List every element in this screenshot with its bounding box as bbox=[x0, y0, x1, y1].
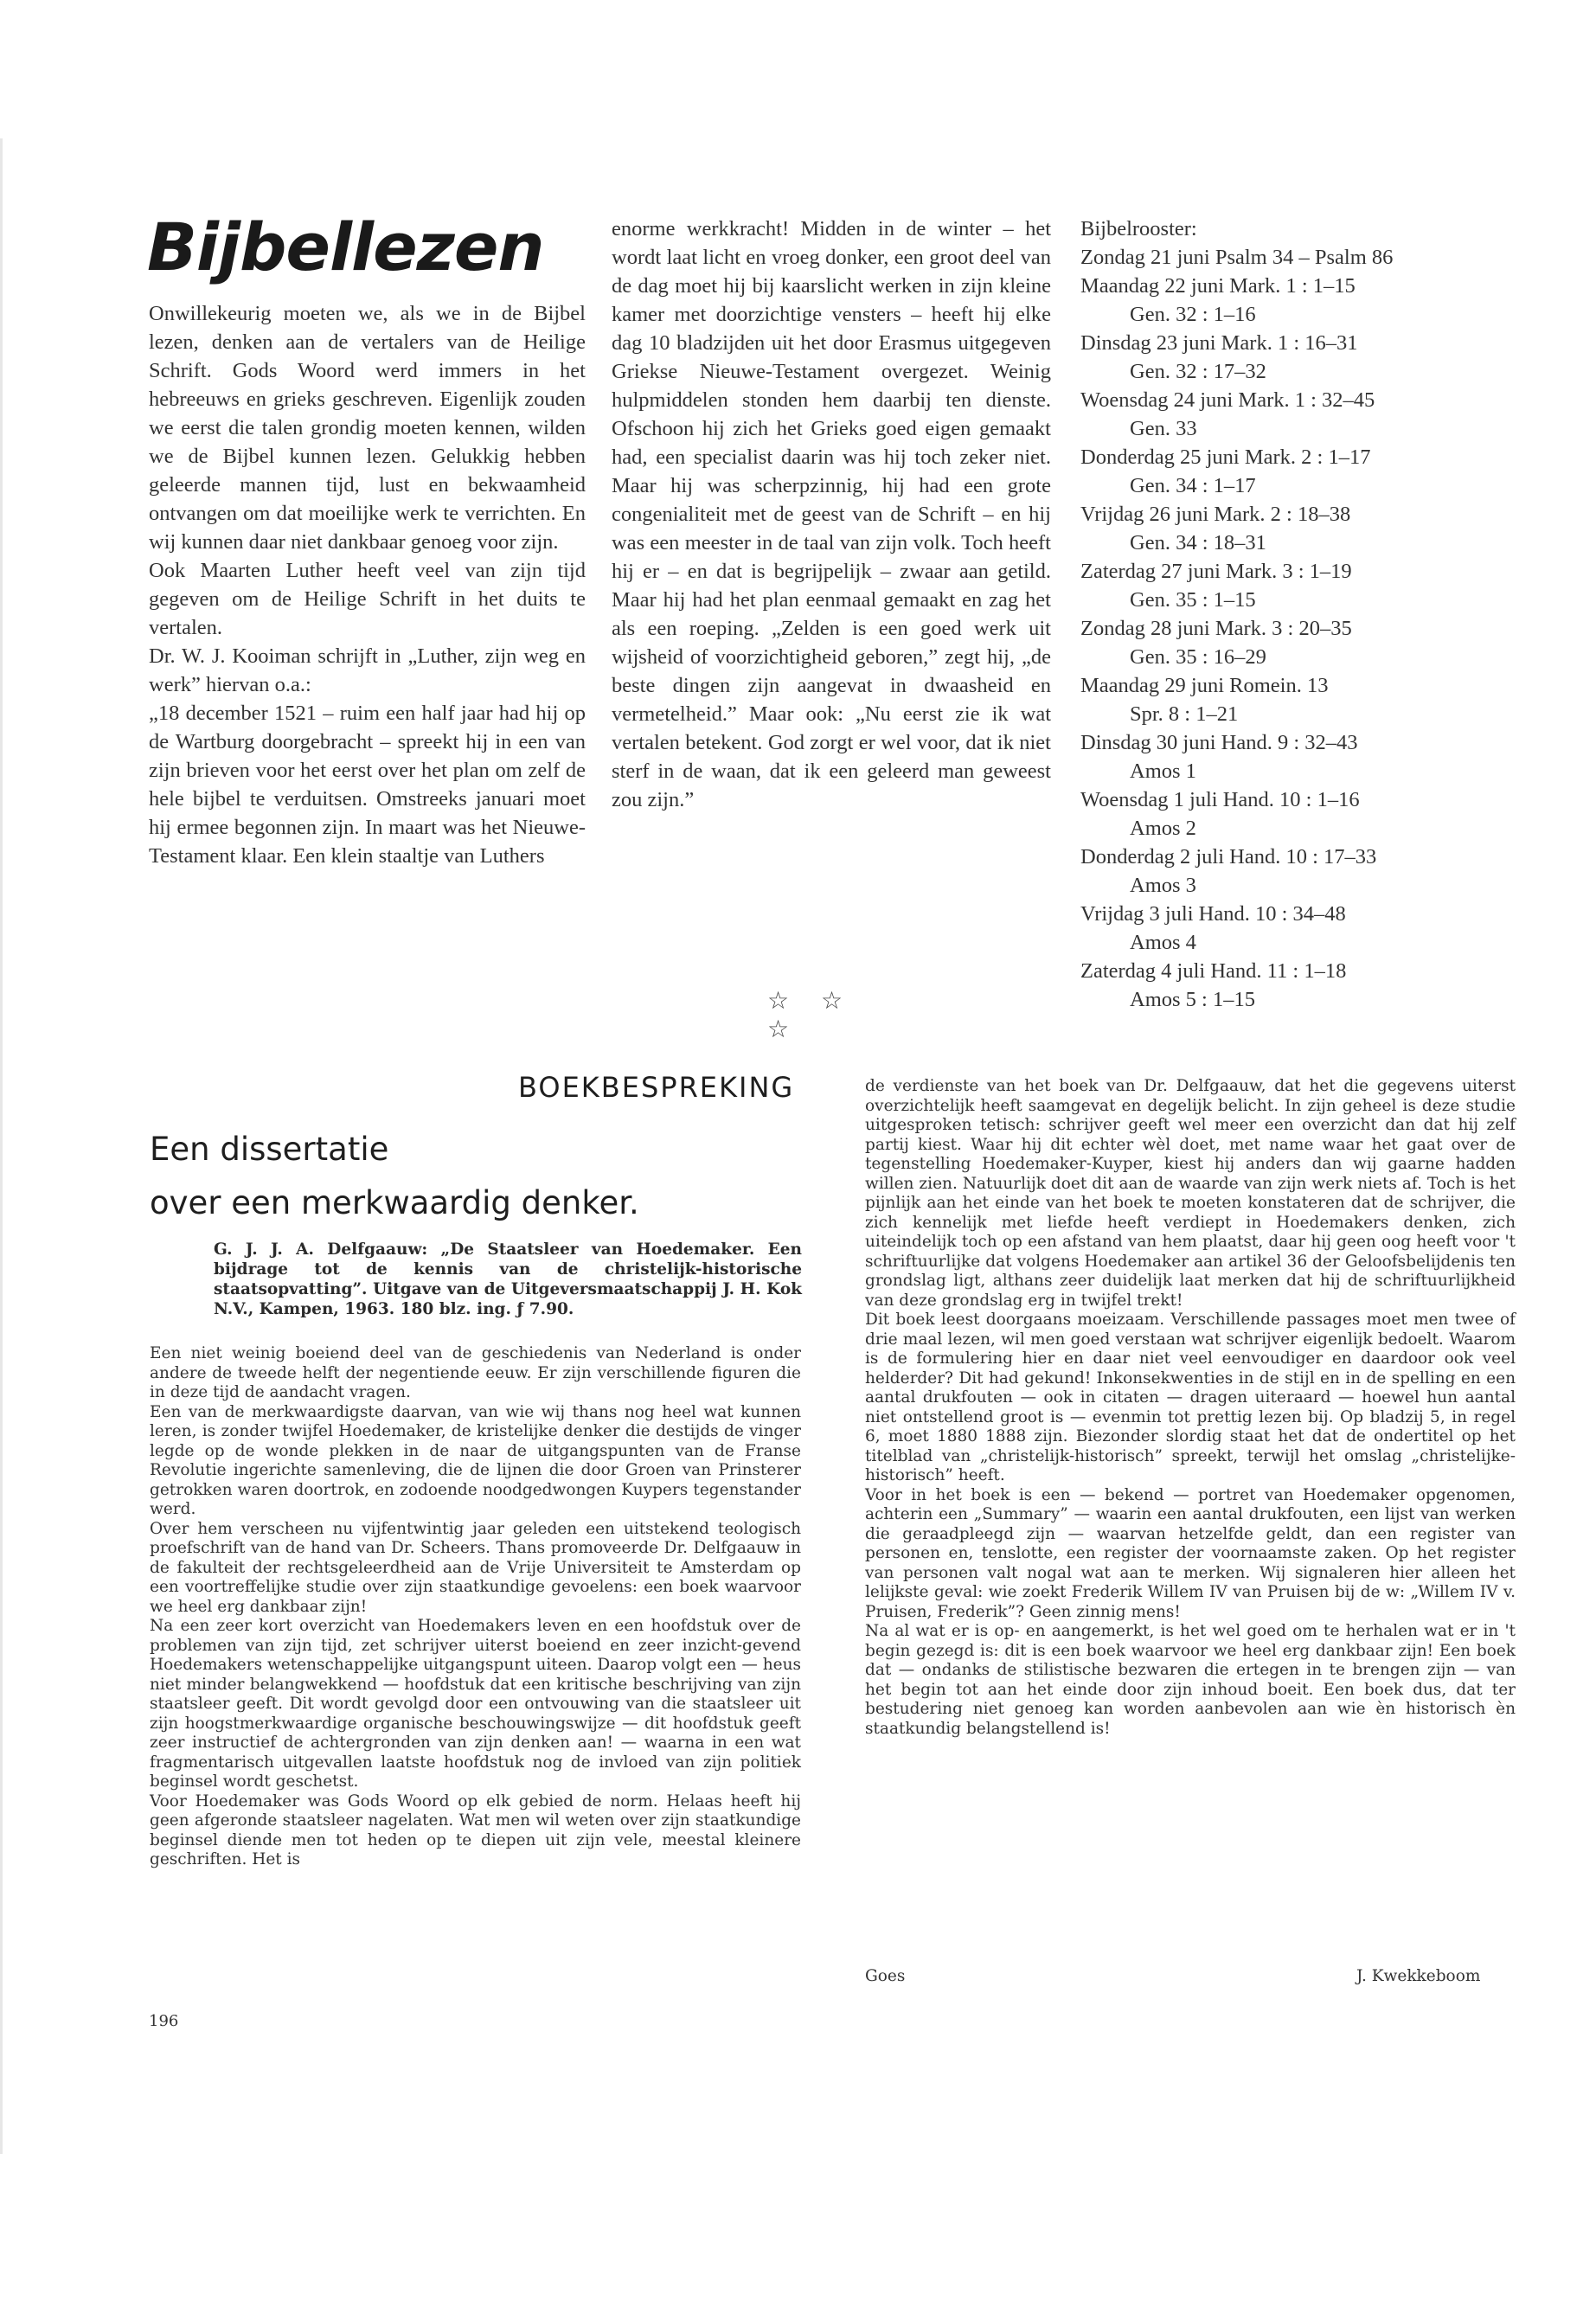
page-edge-shadow bbox=[0, 138, 3, 2154]
schedule-line: Donderdag 2 juli Hand. 10 : 17–33 bbox=[1080, 845, 1377, 868]
schedule-heading: Bijbelrooster: bbox=[1080, 217, 1197, 240]
article-paragraph: enorme werkkracht! Midden in de winter – het wordt laat licht en vroeg donker, een groot deel van de dag moet hij bij kaarslicht werken in zijn kleine kamer met doorzichtige vensters – heeft hij elke dag 10 bladzijden uit het door Erasmus uitgegeven Griekse Nieuwe-Testament overgezet. Weinig hulpmiddelen stonden hem daarbij ten dienste. Ofschoon hij zich het Grieks goed eigen gemaakt had, een specialist daarin was hij toch zeker niet. Maar hij was scherpzinnig, hij had een grote congenialiteit met de geest van de Schrift – en hij was een meester in de taal van zijn volk. Toch heeft hij er – en dat is begrijpelijk – zwaar aan getild. Maar hij had het plan eenmaal gemaakt en zag het als een roeping. „Zelden is een goed werk uit wijsheid of voorzichtigheid geboren,” zegt hij, „de beste dingen zijn aangevat in dwaasheid en vermetelheid.” Maar ook: „Nu eerst zie ik wat vertalen betekent. God zorgt er wel voor, dat ik niet sterf in de waan, dat ik een geleerd man geweest zou zijn.” bbox=[612, 217, 1051, 811]
review-paragraph: Voor in het boek is een — bekend — portret van Hoedemaker opgenomen, achterin een „Summary” — waarin een aantal drukfouten, een lijst van werken die geraadpleegd zijn — waarvan hetzelfde geldt, dan een register van personen en, tenslotte, een register der voornaamste zaken. Op het register van personen valt nogal wat aan te merken. Wij signaleren hier alleen het lelijkste geval: wie zoekt Frederik Willem IV van Pruisen bij de w: „Willem IV v. Pruisen, Frederik”? Geen zinnig mens! bbox=[865, 1485, 1516, 1621]
schedule-line: Gen. 34 : 18–31 bbox=[1130, 531, 1266, 554]
review-paragraph: Dit boek leest doorgaans moeizaam. Verschillende passages moet men twee of drie maal lezen, wil men goed verstaan wat schrijver eigenlijk bedoelt. Waarom is de formulering hier en daar niet veel eenvoudiger en daardoor ook veel helderder? Dit had gekund! Inkonsekwenties in de stijl en in de spelling en een aantal drukfouten — ook in citaten — dragen uiteraard — hoewel hun aantal niet ontstellend groot is — evenmin tot prettig lezen bij. Op bladzij 5, in regel 6, moet 1880 1888 zijn. Biezonder slordig staat het dat de ondertitel op het titelblad van „christelijk-historisch” spreekt, terwijl het omslag „christelijke-historisch” heeft. bbox=[865, 1311, 1516, 1484]
schedule-line: Vrijdag 26 juni Mark. 2 : 18–38 bbox=[1080, 503, 1351, 526]
schedule-line: Amos 2 bbox=[1130, 817, 1196, 840]
book-citation: G. J. J. A. Delfgaauw: „De Staatsleer van Hoedemaker. Een bijdrage tot de kennis van de christelijk-historische staatsopvatting”. Uitgave van de Uitgeversmaatschappij J. H. Kok N.V., Kampen, 1963. 180 blz. ing. ƒ 7.90. bbox=[214, 1240, 802, 1318]
schedule-line: Dinsdag 23 juni Mark. 1 : 16–31 bbox=[1080, 331, 1358, 355]
schedule-line: Zondag 21 juni Psalm 34 – Psalm 86 bbox=[1080, 246, 1394, 269]
schedule-line: Woensdag 24 juni Mark. 1 : 32–45 bbox=[1080, 388, 1375, 412]
article-title: Bijbellezen bbox=[147, 208, 544, 285]
review-paragraph: Na al wat er is op- en aangemerkt, is het wel goed om te herhalen wat er in 't begin gezegd is: dit is een boek waarvoor we heel erg dankbaar zijn! Een boek dat — ondanks de stilistische bezwaren die ertegen in te brengen zijn — van het begin tot aan het einde door zijn inhoud boeit. Een boek dus, dat ter bestudering niet genoeg kan worden aanbevolen aan wie èn historisch èn staatkundig belangstellend is! bbox=[865, 1622, 1516, 1738]
review-paragraph: Na een zeer kort overzicht van Hoedemakers leven en een hoofdstuk over de problemen van zijn tijd, zet schrijver uiterst boeiend en zeer inzicht-gevend Hoedemakers wetenschappelijke uitgangspunt uiteen. Daarop volgt een — heus niet minder belangwekkend — hoofdstuk dat een kritische beschrijving van zijn staatsleer geeft. Dit wordt gevolgd door een ontvouwing van die staatsleer uit zijn hoogstmerkwaardige organische beschouwingswijze — dit hoofdstuk geeft zeer instructief de achtergronden van zijn denken aan! — waarna in een wat fragmentarisch uitgevallen laatste hoofdstuk nog de invloed van zijn politiek beginsel wordt geschetst. bbox=[150, 1617, 801, 1791]
schedule-line: Maandag 22 juni Mark. 1 : 1–15 bbox=[1080, 274, 1356, 298]
schedule-line: Zondag 28 juni Mark. 3 : 20–35 bbox=[1080, 617, 1352, 640]
schedule-line: Vrijdag 3 juli Hand. 10 : 34–48 bbox=[1080, 902, 1346, 926]
bible-schedule bbox=[1080, 215, 1470, 1014]
schedule-line: Maandag 29 juni Romein. 13 bbox=[1080, 674, 1329, 697]
schedule-line: Gen. 32 : 1–16 bbox=[1130, 303, 1256, 326]
schedule-list bbox=[1080, 215, 1470, 1014]
schedule-line: Gen. 35 : 1–15 bbox=[1130, 588, 1256, 612]
review-column-2 bbox=[865, 1077, 1516, 1739]
schedule-line: Spr. 8 : 1–21 bbox=[1130, 702, 1239, 726]
review-paragraph: Voor Hoedemaker was Gods Woord op elk gebied de norm. Helaas heeft hij geen afgeronde staatsleer nagelaten. Wat men wil weten over zijn staatkundige beginsel diende men tot heden op te diepen uit zijn vele, meestal kleinere geschriften. Het is bbox=[150, 1791, 801, 1868]
review-column-1 bbox=[150, 1344, 801, 1870]
section-divider-stars: ☆ ☆ ☆ bbox=[767, 986, 856, 1043]
schedule-line: Amos 5 : 1–15 bbox=[1130, 988, 1255, 1011]
schedule-line: Gen. 33 bbox=[1130, 417, 1197, 440]
section-label: BOEKBESPREKING bbox=[518, 1071, 795, 1104]
review-paragraph: Over hem verscheen nu vijfentwintig jaar geleden een uitstekend teologisch proefschrift van de hand van Dr. Scheers. Thans promoveerde Dr. Delfgaauw in de fakulteit der rechtsgeleerdheid aan de Vrije Universiteit te Amsterdam op een voortreffelijke studie over zijn staatkundige gevoelens: een boek waarvoor we heel erg dankbaar zijn! bbox=[150, 1519, 801, 1616]
signature-name: J. Kwekkeboom bbox=[1356, 1967, 1481, 1985]
article-paragraph: Ook Maarten Luther heeft veel van zijn tijd gegeven om de Heilige Schrift in het duits te vertalen. bbox=[149, 559, 586, 639]
article-paragraph: Dr. W. J. Kooiman schrijft in „Luther, zijn weg en werk” hiervan o.a.: bbox=[149, 644, 586, 696]
review-paragraph: Een niet weinig boeiend deel van de geschiedenis van Nederland is onder andere de tweede helft der negentiende eeuw. Er zijn verschillende figuren die in deze tijd de aandacht vragen. bbox=[150, 1344, 801, 1401]
article-column-2 bbox=[612, 215, 1051, 814]
schedule-line: Amos 1 bbox=[1130, 760, 1196, 783]
review-paragraph: de verdienste van het boek van Dr. Delfgaauw, dat het die gegevens uiterst overzichtelijk heeft saamgevat en degelijk belicht. In zijn geheel is deze studie uitgesproken tetisch: schrijver geeft wel meer een overzicht dan dat hij zelf partij kiest. Waar hij dit echter wèl doet, met name waar het gaat over de tegenstelling Hoedemaker-Kuyper, kiest hij anders dan wij gaarne hadden willen zien. Natuurlijk doet dit aan de waarde van zijn werk niets af. Toch is het pijnlijk aan het einde van het boek te moeten konstateren dat de schrijver, die zich kennelijk met liefde heeft verdiept in Hoedemakers denken, zich uiteindelijk toch op een afstand van hem plaatst, daar hij geen oog heeft voor 't schriftuurlijke dat volgens Hoedemaker aan artikel 36 der Geloofsbelijdenis ten grondslag ligt, althans zeer duidelijk laat merken dat hij de schriftuurlijkheid van deze grondslag erg in twijfel trekt! bbox=[865, 1077, 1516, 1310]
review-title-line: Een dissertatie bbox=[150, 1131, 389, 1168]
review-paragraph: Een van de merkwaardigste daarvan, van wie wij thans nog heel wat kunnen leren, is zonder twijfel Hoedemaker, de kristelijke denker die destijds de vinger legde op de wonde plekken in de naar de uitgangspunten van de Franse Revolutie ingerichte samenleving, die de lijnen die door Groen van Prinsterer getrokken waren doortrok, en zodoende noodgedwongen Kuypers tegenstander werd. bbox=[150, 1402, 801, 1518]
review-title-line: over een merkwaardig denker. bbox=[150, 1184, 639, 1221]
schedule-line: Gen. 35 : 16–29 bbox=[1130, 645, 1266, 669]
article-paragraph: Onwillekeurig moeten we, als we in de Bijbel lezen, denken aan de vertalers van de Heilige Schrift. Gods Woord werd immers in het hebreeuws en grieks geschreven. Eigenlijk zouden we eerst die talen grondig moeten kennen, wilden we de Bijbel kunnen lezen. Gelukkig hebben geleerde mannen tijd, lust en bekwaamheid ontvangen om dat moeilijke werk te verrichten. En wij kunnen daar niet dankbaar genoeg voor zijn. bbox=[149, 302, 586, 554]
article-column-1 bbox=[149, 299, 586, 870]
schedule-line: Amos 3 bbox=[1130, 874, 1196, 897]
schedule-line: Zaterdag 27 juni Mark. 3 : 1–19 bbox=[1080, 560, 1352, 583]
schedule-line: Amos 4 bbox=[1130, 931, 1196, 954]
schedule-line: Woensdag 1 juli Hand. 10 : 1–16 bbox=[1080, 788, 1360, 811]
schedule-line: Gen. 32 : 17–32 bbox=[1130, 360, 1266, 383]
signature-place: Goes bbox=[865, 1967, 906, 1985]
schedule-line: Donderdag 25 juni Mark. 2 : 1–17 bbox=[1080, 445, 1371, 469]
schedule-line: Gen. 34 : 1–17 bbox=[1130, 474, 1256, 497]
schedule-line: Dinsdag 30 juni Hand. 9 : 32–43 bbox=[1080, 731, 1358, 754]
page-number: 196 bbox=[149, 2012, 179, 2030]
review-title bbox=[150, 1123, 639, 1230]
article-paragraph: „18 december 1521 – ruim een half jaar had hij op de Wartburg doorgebracht – spreekt hij in een van zijn brieven voor het eerst over het plan om zelf de hele bijbel te verduitsen. Omstreeks januari moet hij ermee begonnen zijn. In maart was het Nieuwe-Testament klaar. Een klein staaltje van Luthers bbox=[149, 702, 586, 868]
schedule-line: Zaterdag 4 juli Hand. 11 : 1–18 bbox=[1080, 959, 1347, 983]
